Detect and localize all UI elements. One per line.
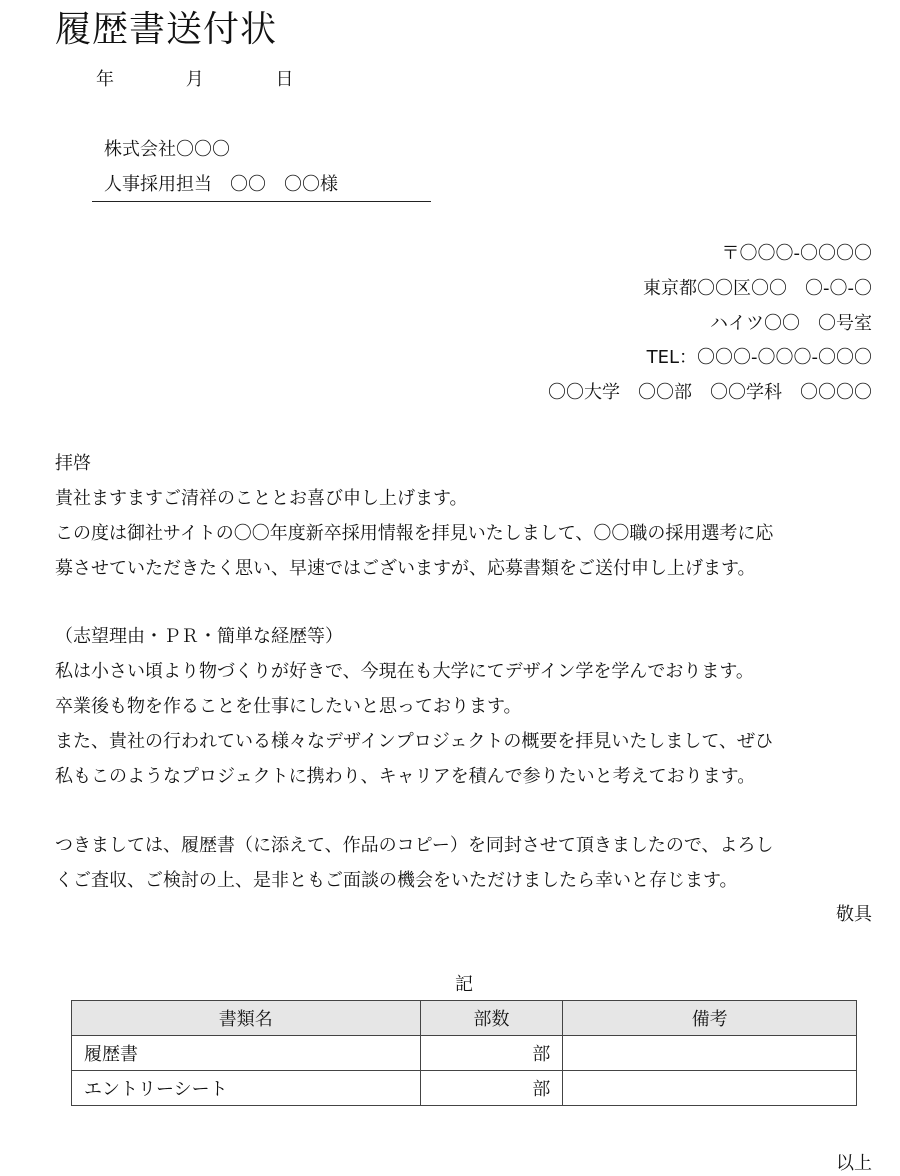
sender-address1: 東京都〇〇区〇〇 〇-〇-〇 [643,278,872,299]
close-line-2: くご査収、ご検討の上、是非ともご面談の機会をいただけましたら幸いと存じます。 [55,870,738,891]
sender-postal: 〒〇〇〇-〇〇〇〇 [721,243,872,264]
enclosure-table [71,1000,857,1106]
row-doc-name: 履歴書 [72,1036,421,1071]
column-header-name: 書類名 [72,1001,421,1036]
row-doc-note [563,1071,857,1106]
enclosure-heading: 記 [455,974,473,995]
pr-line-2: 卒業後も物を作ることを仕事にしたいと思っております。 [55,696,522,717]
recipient-underline [92,201,431,202]
table-row [72,1036,857,1071]
row-doc-name: エントリーシート [72,1071,421,1106]
body-line-3: 募させていただきたく思い、早速ではございますが、応募書類をご送付申し上げます。 [55,558,756,579]
row-doc-qty: 部 [420,1036,563,1071]
section-note: （志望理由・ＰＲ・簡単な経歴等） [55,626,343,647]
pr-line-3: また、貴社の行われている様々なデザインプロジェクトの概要を拝見いたしまして、ぜひ [55,731,774,752]
column-header-note: 備考 [563,1001,857,1036]
recipient-person: 人事採用担当 〇〇 〇〇様 [104,174,338,195]
body-line-1: 貴社ますますご清祥のこととお喜び申し上げます。 [55,488,468,509]
pr-line-1: 私は小さい頃より物づくりが好きで、今現在も大学にてデザイン学を学んでおります。 [55,661,754,682]
row-doc-qty: 部 [420,1071,563,1106]
sender-address2: ハイツ〇〇 〇号室 [710,313,872,334]
date-day: 日 [275,69,294,90]
table-row [72,1071,857,1106]
date-line [96,68,327,92]
pr-line-4: 私もこのようなプロジェクトに携わり、キャリアを積んで参りたいと考えております。 [55,766,756,787]
table-header-row [72,1001,857,1036]
column-header-qty: 部数 [420,1001,563,1036]
closing-keigu: 敬具 [836,904,872,925]
sender-school: 〇〇大学 〇〇部 〇〇学科 〇〇〇〇 [548,382,872,403]
close-line-1: つきましては、履歴書（に添えて、作品のコピー）を同封させて頂きましたので、よろし [55,835,774,856]
date-month: 月 [185,69,204,90]
body-line-2: この度は御社サイトの〇〇年度新卒採用情報を拝見いたしまして、〇〇職の採用選考に応 [55,523,774,544]
recipient-company: 株式会社〇〇〇 [104,139,230,160]
date-year: 年 [96,69,114,90]
greeting: 拝啓 [55,453,91,474]
end-mark: 以上 [836,1153,872,1174]
document-title: 履歴書送付状 [55,9,278,50]
sender-tel: TEL：〇〇〇-〇〇〇-〇〇〇 [646,347,872,368]
row-doc-note [563,1036,857,1071]
